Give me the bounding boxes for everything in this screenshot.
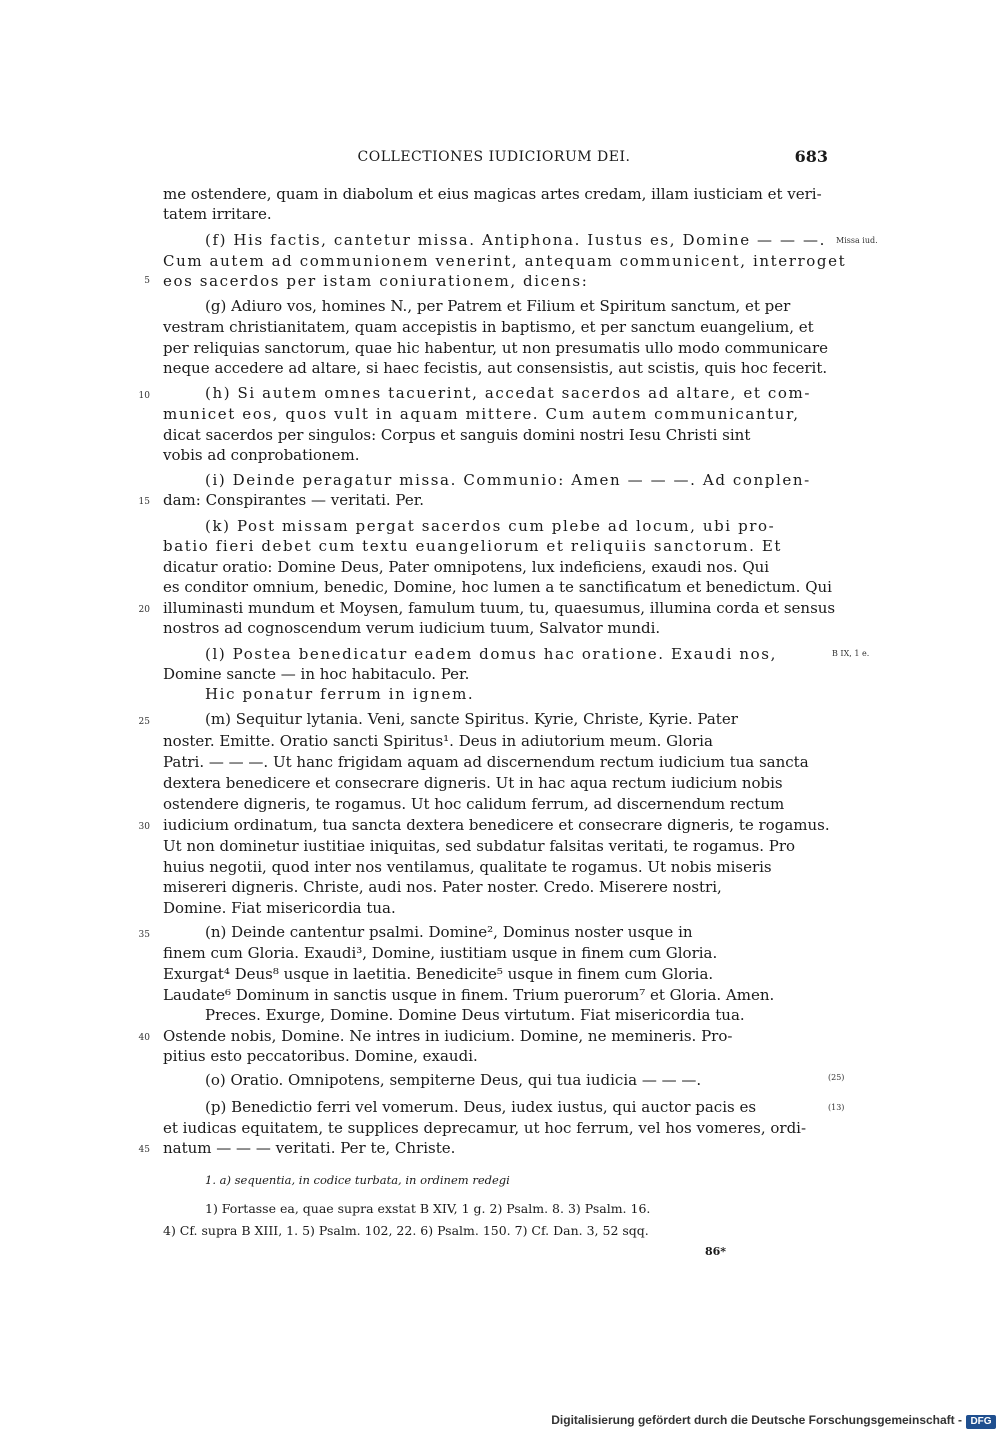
running-title: COLLECTIONES IUDICIORUM DEI. <box>357 149 631 165</box>
line-number: 45 <box>138 1145 150 1155</box>
text-line: (i) Deinde peragatur missa. Communio: Amen — — —. Ad conplen- <box>205 471 811 489</box>
text-line: Ut non dominetur iustitiae iniquitas, sed subdatur falsitas veritati, te rogamus. Pro <box>163 837 796 855</box>
text-line: Laudate⁶ Dominum in sanctis usque in finem. Trium puerorum⁷ et Gloria. Amen. <box>163 986 775 1004</box>
text-line: dicatur oratio: Domine Deus, Pater omnipotens, lux indeficiens, exaudi nos. Qui <box>163 558 770 576</box>
text-line: (o) Oratio. Omnipotens, sempiterne Deus, qui tua iudicia — — —. <box>205 1071 702 1089</box>
text-line: municet eos, quos vult in aquam mittere. Cum autem communicantur, <box>163 405 800 423</box>
dfg-logo: DFG <box>966 1415 996 1429</box>
line-number: 35 <box>138 930 150 940</box>
footnote-line: 1) Fortasse ea, quae supra exstat B XIV, 1 g. 2) Psalm. 8. 3) Psalm. 16. <box>205 1201 651 1216</box>
text-line: (n) Deinde cantentur psalmi. Domine², Dominus noster usque in <box>205 923 693 941</box>
text-line: eos sacerdos per istam coniurationem, dicens: <box>163 272 589 290</box>
text-line: et iudicas equitatem, te supplices deprecamur, ut hoc ferrum, vel hos vomeres, ordi- <box>163 1119 807 1137</box>
margin-note-missa: Missa iud. <box>836 236 878 245</box>
line-number: 25 <box>138 717 150 727</box>
page-number: 683 <box>794 147 828 166</box>
footnote-line: 4) Cf. supra B XIII, 1. 5) Psalm. 102, 22. 6) Psalm. 150. 7) Cf. Dan. 3, 52 sqq. <box>163 1223 649 1238</box>
text-line: dextera benedicere et consecrare digneris. Ut in hac aqua rectum iudicium nobis <box>163 774 783 792</box>
page-header <box>160 149 828 169</box>
text-line: (l) Postea benedicatur eadem domus hac oratione. Exaudi nos, <box>205 645 777 663</box>
text-line: batio fieri debet cum textu euangeliorum et reliquiis sanctorum. Et <box>163 537 782 555</box>
line-number: 5 <box>144 276 150 286</box>
text-line: dicat sacerdos per singulos: Corpus et sanguis domini nostri Iesu Christi sint <box>163 426 751 444</box>
text-line: Preces. Exurge, Domine. Domine Deus virtutum. Fiat misericordia tua. <box>205 1006 745 1024</box>
text-line: Exurgat⁴ Deus⁸ usque in laetitia. Benedicite⁵ usque in finem cum Gloria. <box>163 965 714 983</box>
text-line: nostros ad cognoscendum verum iudicium tuum, Salvator mundi. <box>163 619 661 637</box>
text-line: neque accedere ad altare, si haec fecistis, aut consensistis, aut scistis, quis hoc fecerit. <box>163 359 828 377</box>
text-line: finem cum Gloria. Exaudi³, Domine, iustitiam usque in finem cum Gloria. <box>163 944 718 962</box>
text-line: (m) Sequitur lytania. Veni, sancte Spiritus. Kyrie, Christe, Kyrie. Pater <box>205 710 738 728</box>
line-number: 20 <box>138 605 150 615</box>
text-line: vobis ad conprobationem. <box>163 446 360 464</box>
textual-note: 1. a) sequentia, in codice turbata, in ordinem redegi <box>205 1173 510 1187</box>
text-line: Domine. Fiat misericordia tua. <box>163 899 396 917</box>
text-line: misereri digneris. Christe, audi nos. Pater noster. Credo. Miserere nostri, <box>163 878 722 896</box>
margin-note-bix: B IX, 1 e. <box>832 649 870 658</box>
text-line: huius negotii, quod inter nos ventilamus, qualitate te rogamus. Ut nobis miseris <box>163 858 772 876</box>
digitization-credit: Digitalisierung gefördert durch die Deutsche Forschungsgemeinschaft - <box>551 1413 962 1427</box>
text-line: iudicium ordinatum, tua sancta dextera benedicere et consecrare digneris, te rogamus. <box>163 816 830 834</box>
text-line: pitius esto peccatoribus. Domine, exaudi. <box>163 1047 478 1065</box>
line-number: 10 <box>138 391 150 401</box>
text-line: ostendere digneris, te rogamus. Ut hoc calidum ferrum, ad discernendum rectum <box>163 795 785 813</box>
text-line: noster. Emitte. Oratio sancti Spiritus¹. Deus in adiutorium meum. Gloria <box>163 732 713 750</box>
text-line: vestram christianitatem, quam accepistis in baptismo, et per sanctum euangelium, et <box>163 318 814 336</box>
text-line: Ostende nobis, Domine. Ne intres in iudicium. Domine, ne memineris. Pro- <box>163 1027 733 1045</box>
text-line: (h) Si autem omnes tacuerint, accedat sacerdos ad altare, et com- <box>205 384 811 402</box>
signature-mark: 86* <box>705 1245 727 1258</box>
text-line: Cum autem ad communionem venerint, antequam communicent, interroget <box>163 252 847 270</box>
text-line: (p) Benedictio ferri vel vomerum. Deus, iudex iustus, qui auctor pacis es <box>205 1098 757 1116</box>
text-line: Hic ponatur ferrum in ignem. <box>205 685 475 703</box>
text-line: (k) Post missam pergat sacerdos cum plebe ad locum, ubi pro- <box>205 517 776 535</box>
text-line: per reliquias sanctorum, quae hic habentur, ut non presumatis ullo modo communicare <box>163 339 828 357</box>
text-line: natum — — — veritati. Per te, Christe. <box>163 1139 456 1157</box>
text-line: illuminasti mundum et Moysen, famulum tuum, tu, quaesumus, illumina corda et sensus <box>163 599 836 617</box>
text-line: me ostendere, quam in diabolum et eius magicas artes credam, illam iusticiam et veri- <box>163 185 822 203</box>
text-line: dam: Conspirantes — veritati. Per. <box>163 491 425 509</box>
text-line: Patri. — — —. Ut hanc frigidam aquam ad discernendum rectum iudicium tua sancta <box>163 753 809 771</box>
margin-note-25: (25) <box>828 1073 845 1082</box>
line-number: 15 <box>138 497 150 507</box>
margin-note-13: (13) <box>828 1103 845 1112</box>
line-number: 30 <box>138 822 150 832</box>
line-number: 40 <box>138 1033 150 1043</box>
text-line: Domine sancte — in hoc habitaculo. Per. <box>163 665 470 683</box>
text-line: (f) His factis, cantetur missa. Antiphona. Iustus es, Domine — — —. <box>205 231 826 249</box>
text-line: (g) Adiuro vos, homines N., per Patrem et Filium et Spiritum sanctum, et per <box>205 297 791 315</box>
text-line: es conditor omnium, benedic, Domine, hoc lumen a te sanctificatum et benedictum. Qui <box>163 578 832 596</box>
text-line: tatem irritare. <box>163 205 272 223</box>
